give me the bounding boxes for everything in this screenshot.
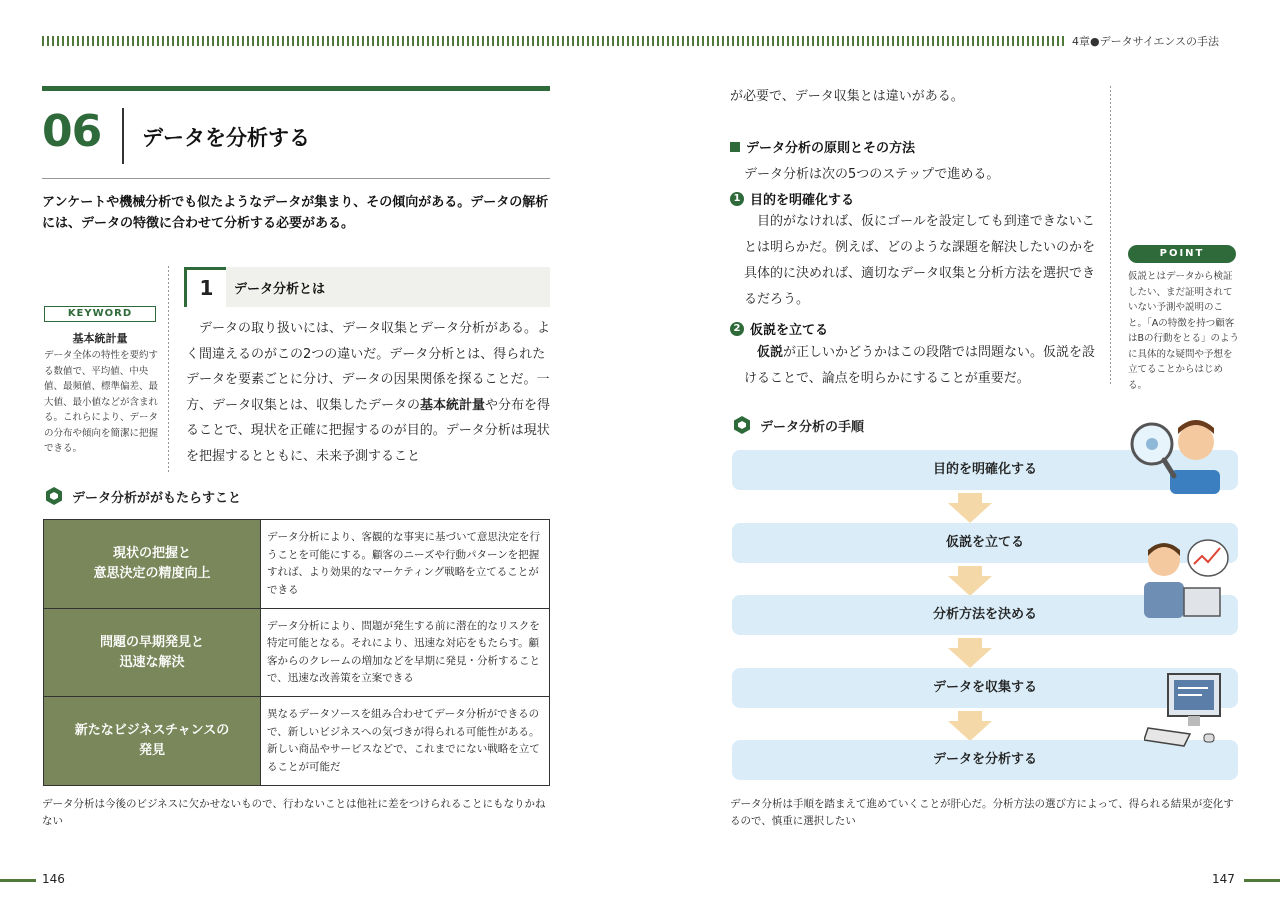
keyword-term: 基本統計量 — [72, 332, 128, 345]
keyword-description: データ全体の特性を要約する数値で、平均値、中央値、最頻値、標準偏差、最大値、最小値などが含まれる。これらにより、データの分布や傾向を簡潔に把握できる。 — [44, 350, 159, 454]
lead-text: アンケートや機械分析でも似たようなデータが集まり、その傾向がある。データの解析には、データの特徴に合わせて分析する必要がある。 — [42, 195, 549, 231]
effect-desc-2: データ分析により、問題が発生する前に潜在的なリスクを特定可能となる。それにより、迅速な対応をもたらす。顧客からのクレームの増加などを早期に発見・分析することで、迅速な改善策を立案できる — [261, 609, 550, 697]
body-text-1: データの取り扱いには、データ収集とデータ分析がある。よく間違えるのがこの2つの違いだ。データ分析とは、得られたデータを要素ごとに分け、データの因果関係を探ることだ。一方、データ収集とは、収集したデータの — [186, 321, 551, 413]
chapter-title: データを分析する — [142, 126, 310, 150]
section-title: データ分析とは — [234, 282, 326, 297]
point-text: 仮説とはデータから検証したい、まだ証明されていない予測や説明のこと。「Aの特徴を持つ顧客はBの行動をとる」のように具体的な疑問や予想を立てることからはじめる。 — [1128, 271, 1240, 391]
sidebar-divider — [168, 266, 169, 472]
step-1-heading — [730, 189, 854, 208]
flow-step-1: 目的を明確化する — [732, 450, 1238, 490]
effects-heading-text: データ分析ががもたらすこと — [72, 490, 242, 506]
header-tick-rule — [42, 36, 1064, 46]
down-arrow-icon — [948, 638, 992, 668]
point-badge: POINT — [1128, 245, 1236, 263]
effects-table — [43, 519, 550, 786]
step-2-bold: 仮説 — [757, 345, 784, 360]
effect-key-3: 新たなビジネスチャンスの 発見 — [44, 697, 261, 786]
flow-step-3: 分析方法を決める — [732, 595, 1238, 635]
chapter-label: 4章●データサイエンスの手法 — [1072, 35, 1220, 48]
step-2-heading — [730, 319, 828, 338]
step-2-title: 仮説を立てる — [750, 323, 829, 338]
effect-desc-3: 異なるデータソースを組み合わせてデータ分析ができるので、新しいビジネスへの気づきが得られる可能性がある。新しい商品やサービスなどで、これまでにない戦略を立てることが可能だ — [261, 697, 550, 786]
down-arrow-icon — [948, 566, 992, 596]
keyword-badge: KEYWORD — [44, 306, 156, 322]
chapter-number: 06 — [42, 106, 102, 157]
flow-heading-text: データ分析の手順 — [760, 419, 865, 435]
title-underline — [42, 178, 550, 179]
hexagon-icon — [732, 415, 752, 435]
effect-key-1: 現状の把握と 意思決定の精度向上 — [44, 520, 261, 609]
body-bold-term: 基本統計量 — [420, 397, 486, 413]
table-caption: データ分析は今後のビジネスに欠かせないもので、行わないことは他社に差をつけられることにもなりかねない — [42, 798, 546, 827]
steps-intro: データ分析は次の5つのステップで進める。 — [744, 167, 1000, 182]
flow-caption: データ分析は手順を踏まえて進めていくことが肝心だ。分析方法の選び方によって、得られる結果が変化するので、慎重に選択したい — [730, 798, 1234, 827]
magnifier-person-illustration — [1130, 414, 1222, 494]
body-text-2: や分布を得ることで、現状を正確に把握するのが目的。データ分析は現状を把握するとともに、未来予測すること — [186, 397, 551, 464]
flow-heading — [732, 415, 864, 435]
computer-illustration — [1144, 670, 1224, 748]
table-row — [44, 697, 550, 786]
flow-step-4: データを収集する — [732, 668, 1238, 708]
effect-desc-1: データ分析により、客観的な事実に基づいて意思決定を行うことを可能にする。顧客のニーズや行動パターンを把握すれば、より効果的なマーケティング戦略を立てることができる — [261, 520, 550, 609]
table-row — [44, 609, 550, 697]
page-number-left: 146 — [42, 872, 65, 886]
step-2-text: 仮説が正しいかどうかはこの段階では問題ない。仮説を設けることで、論点を明らかにすることが重要だ。 — [744, 345, 1096, 386]
title-top-bar — [42, 86, 550, 91]
effects-heading — [44, 486, 241, 506]
point-divider — [1110, 86, 1111, 386]
step-1-text: 目的がなければ、仮にゴールを設定しても到達できないことは明らかだ。例えば、どのような課題を解決したいのかを具体的に決めれば、適切なデータ収集と分析方法を選択できるだろう。 — [744, 214, 1096, 307]
section-number: 1 — [184, 267, 226, 307]
effect-key-2: 問題の早期発見と 迅速な解決 — [44, 609, 261, 697]
page-number-right: 147 — [1212, 872, 1235, 886]
step-1-title: 目的を明確化する — [750, 193, 855, 208]
square-bullet-icon — [730, 142, 740, 152]
step-number-1: 1 — [730, 192, 744, 206]
subheading: データ分析の原則とその方法 — [730, 137, 915, 156]
table-row — [44, 520, 550, 609]
flow-step-2: 仮説を立てる — [732, 523, 1238, 563]
footer-bar-right — [1244, 879, 1280, 882]
continued-text: が必要で、データ収集とは違いがある。 — [730, 89, 964, 104]
flow-step-5: データを分析する — [732, 740, 1238, 780]
step-number-2: 2 — [730, 322, 744, 336]
hexagon-icon — [44, 486, 64, 506]
section-body — [186, 316, 552, 469]
analyst-person-illustration — [1140, 534, 1230, 620]
title-separator — [122, 108, 124, 164]
down-arrow-icon — [948, 711, 992, 741]
down-arrow-icon — [948, 493, 992, 523]
footer-bar-left — [0, 879, 36, 882]
